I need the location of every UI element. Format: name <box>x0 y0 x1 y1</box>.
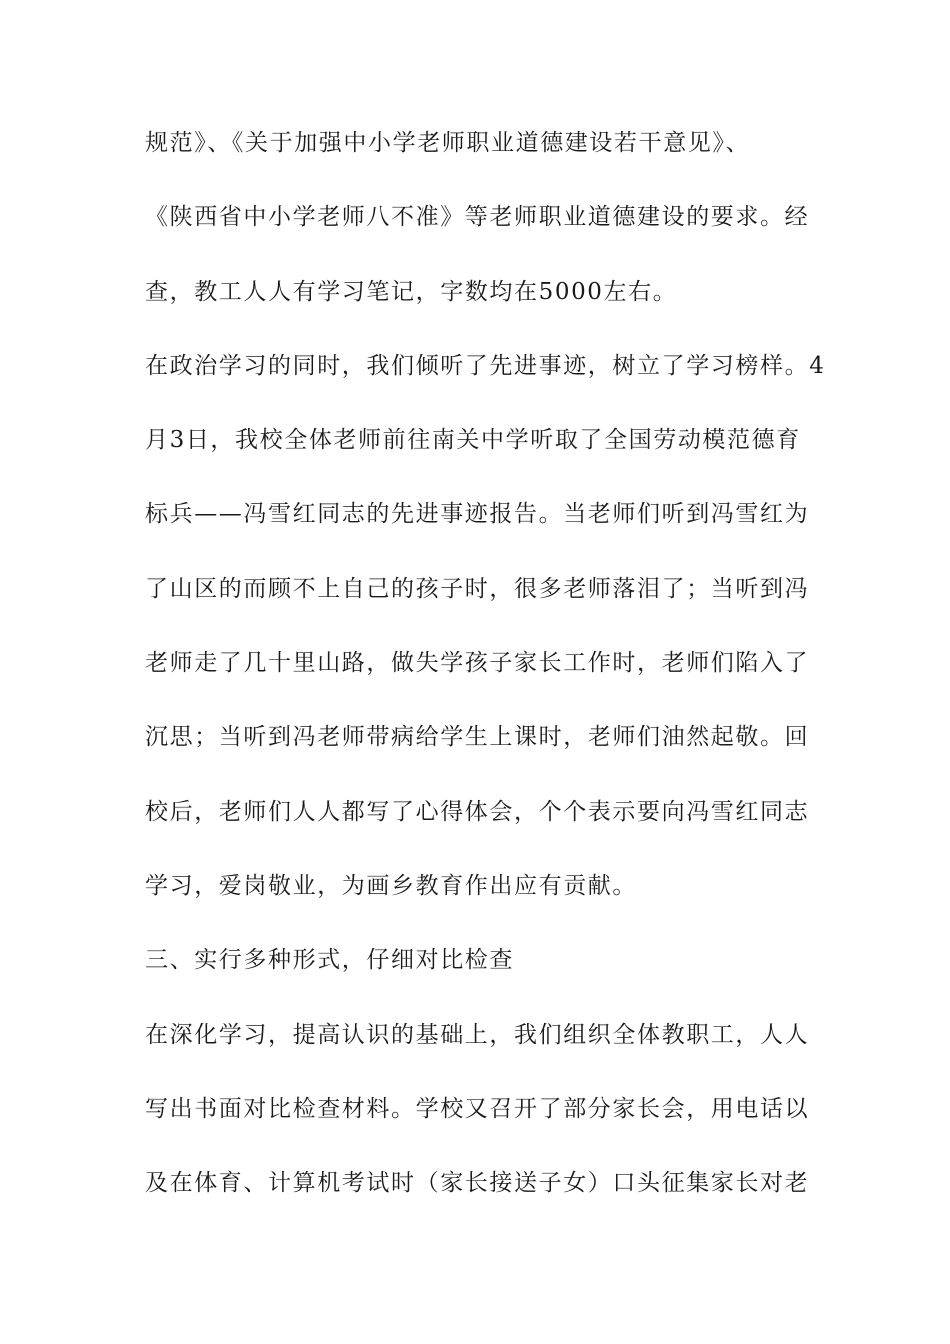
text-line: 校后，老师们人人都写了心得体会，个个表示要向冯雪红同志 <box>145 798 810 825</box>
text-line: 在政治学习的同时，我们倾听了先进事迹，树立了学习榜样。4 <box>145 352 826 379</box>
text-line: 了山区的而顾不上自己的孩子时，很多老师落泪了；当听到冯 <box>145 575 810 602</box>
text-line: 学习，爱岗敬业，为画乡教育作出应有贡献。 <box>145 872 637 899</box>
text-line: 《陕西省中小学老师八不准》等老师职业道德建设的要求。经 <box>145 204 810 231</box>
text-line: 老师走了几十里山路，做失学孩子家长工作时，老师们陷入了 <box>145 650 810 677</box>
text-line: 在深化学习，提高认识的基础上，我们组织全体教职工，人人 <box>145 1021 810 1048</box>
section-heading: 三、实行多种形式，仔细对比检查 <box>145 947 514 974</box>
text-line: 规范》、《关于加强中小学老师职业道德建设若干意见》、 <box>145 130 751 156</box>
body-text <box>145 118 826 1232</box>
text-line: 及在体育、计算机考试时（家长接送子女）口头征集家长对老 <box>145 1170 810 1197</box>
text-line: 标兵——冯雪红同志的先进事迹报告。当老师们听到冯雪红为 <box>145 501 810 528</box>
text-line: 月3日，我校全体老师前往南关中学听取了全国劳动模范德育 <box>145 427 801 454</box>
text-line: 查，教工人人有学习笔记，字数均在5000左右。 <box>145 278 678 305</box>
text-line: 沉思；当听到冯老师带病给学生上课时，老师们油然起敬。回 <box>145 724 810 751</box>
text-line: 写出书面对比检查材料。学校又召开了部分家长会，用电话以 <box>145 1095 810 1122</box>
